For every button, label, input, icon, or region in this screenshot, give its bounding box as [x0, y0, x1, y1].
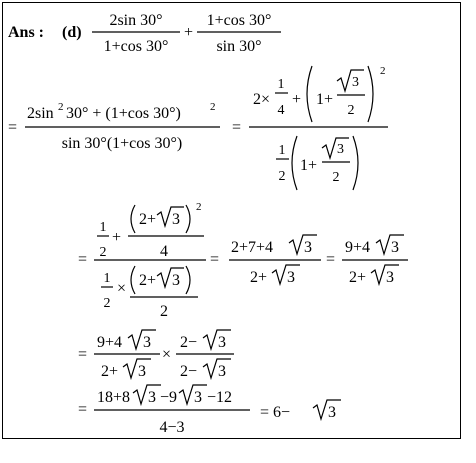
l4-f2-num-three: 3 — [218, 334, 226, 351]
l4-f1-den-sqrt-sign — [123, 359, 151, 378]
l3-eq3: = — [326, 251, 336, 268]
l3-num-sq: 2 — [196, 201, 202, 213]
l4-f1-num-sqrt-sign — [128, 330, 156, 349]
l2-num-sqrt-sign — [337, 70, 364, 91]
l2-den-lparen — [292, 136, 297, 190]
l1-plus: + — [184, 24, 194, 41]
l3-den-two: 2 — [160, 303, 168, 320]
l2-den-one-plus: 1+ — [300, 157, 318, 174]
l5-num-sqrt-sign-a — [133, 385, 161, 404]
l3-f3-num-three: 3 — [391, 239, 399, 256]
l3-f2-den-sqrt-sign — [272, 265, 300, 284]
l3-num-plus: + — [112, 229, 122, 246]
l2-eq2: = — [232, 119, 242, 136]
l3-num-lparen — [131, 205, 135, 233]
l1-frac2-numerator: 1+cos 30° — [206, 12, 272, 29]
l2-quarter-den: 4 — [277, 103, 285, 118]
l2-den-half-num: 1 — [278, 143, 286, 158]
l5-num-c: −12 — [207, 389, 233, 406]
l5-result-sqrt-sign — [313, 400, 341, 419]
l2-num-two-times: 2× — [253, 91, 271, 108]
l2-frac1-num-b: 30° + (1+cos 30°) — [66, 105, 181, 122]
l2-num-plus: + — [292, 91, 302, 108]
l3-f2-num-three: 3 — [304, 239, 312, 256]
l3-f3-num-sqrt-sign — [376, 235, 404, 254]
l1-frac2-denominator: sin 30° — [216, 38, 262, 55]
l3-den-lparen — [131, 266, 135, 294]
option-label: (d) — [62, 24, 82, 41]
l2-den-rparen — [353, 136, 358, 190]
l2-num-rparen — [368, 66, 373, 122]
l4-f2-den-a: 2− — [180, 363, 198, 380]
l3-den-half-num: 1 — [103, 271, 111, 286]
l5-num-three-a: 3 — [148, 389, 156, 406]
l3-f2-num-a: 2+7+4 — [231, 239, 274, 256]
l3-eq2: = — [210, 251, 220, 268]
l3-den-rparen — [186, 266, 190, 294]
l5-num-three-b: 3 — [194, 389, 202, 406]
l1-frac1-denominator: 1+cos 30° — [103, 38, 169, 55]
l2-den-r3-den: 2 — [332, 170, 340, 185]
l3-num-two-plus: 2+ — [139, 211, 157, 228]
l1-frac1-numerator: 2sin 30° — [109, 12, 163, 29]
l2-frac1-denominator: sin 30°(1+cos 30°) — [61, 135, 183, 152]
l3-f2-den-a: 2+ — [250, 269, 268, 286]
l3-f3-den-a: 2+ — [349, 269, 367, 286]
l3-f3-den-sqrt-sign — [371, 265, 399, 284]
l5-num-sqrt-sign-b — [179, 385, 207, 404]
l4-f2-num-a: 2− — [180, 334, 198, 351]
l3-den-times: × — [117, 280, 127, 297]
l2-num-sqrt-three: 3 — [352, 75, 359, 90]
l2-den-sqrt-sign — [322, 138, 349, 158]
answer-label: Ans : — [8, 24, 45, 41]
l5-num-a: 18+8 — [97, 389, 131, 406]
l3-den-two-plus: 2+ — [139, 272, 157, 289]
l4-f1-num-three: 3 — [143, 334, 151, 351]
l2-num-one-plus: 1+ — [316, 91, 334, 108]
l3-num-four: 4 — [160, 243, 168, 260]
l5-eq: = — [78, 401, 88, 418]
l4-f2-den-three: 3 — [218, 363, 226, 380]
l3-num-sqrt-three: 3 — [172, 211, 180, 228]
l3-num-half-den: 2 — [99, 245, 107, 260]
l3-f3-num-a: 9+4 — [345, 239, 371, 256]
l3-den-half-den: 2 — [103, 296, 111, 311]
l2-frac1-num-sq2: 2 — [210, 101, 216, 113]
l4-times: × — [162, 346, 172, 363]
l2-eq1: = — [8, 119, 18, 136]
l2-den-sqrt-three: 3 — [337, 142, 344, 157]
l2-frac1-num-sq: 2 — [58, 101, 64, 113]
l4-f1-num-a: 9+4 — [97, 334, 123, 351]
l5-result-a: = 6− — [260, 404, 291, 421]
l2-frac1-num-a: 2sin — [27, 105, 54, 122]
l4-f2-num-sqrt-sign — [203, 330, 231, 349]
l5-denominator: 4−3 — [159, 419, 185, 436]
l2-num-lparen — [307, 66, 312, 122]
l2-num-sq: 2 — [380, 65, 386, 77]
l3-f2-num-sqrt-sign — [289, 235, 317, 254]
l5-num-b: −9 — [160, 389, 178, 406]
l3-num-rparen — [186, 205, 190, 233]
l3-num-half-num: 1 — [99, 220, 107, 235]
l3-eq1: = — [78, 251, 88, 268]
l4-eq: = — [78, 346, 88, 363]
l3-f3-den-three: 3 — [386, 269, 394, 286]
l5-result-three: 3 — [328, 404, 336, 421]
l2-quarter-num: 1 — [277, 77, 285, 92]
l4-f2-den-sqrt-sign — [203, 359, 231, 378]
l2-num-r3-den: 2 — [347, 103, 355, 118]
l3-den-sqrt-three: 3 — [172, 272, 180, 289]
l3-f2-den-three: 3 — [287, 269, 295, 286]
l4-f1-den-three: 3 — [138, 363, 146, 380]
l4-f1-den-a: 2+ — [101, 363, 119, 380]
l2-den-half-den: 2 — [278, 169, 286, 184]
